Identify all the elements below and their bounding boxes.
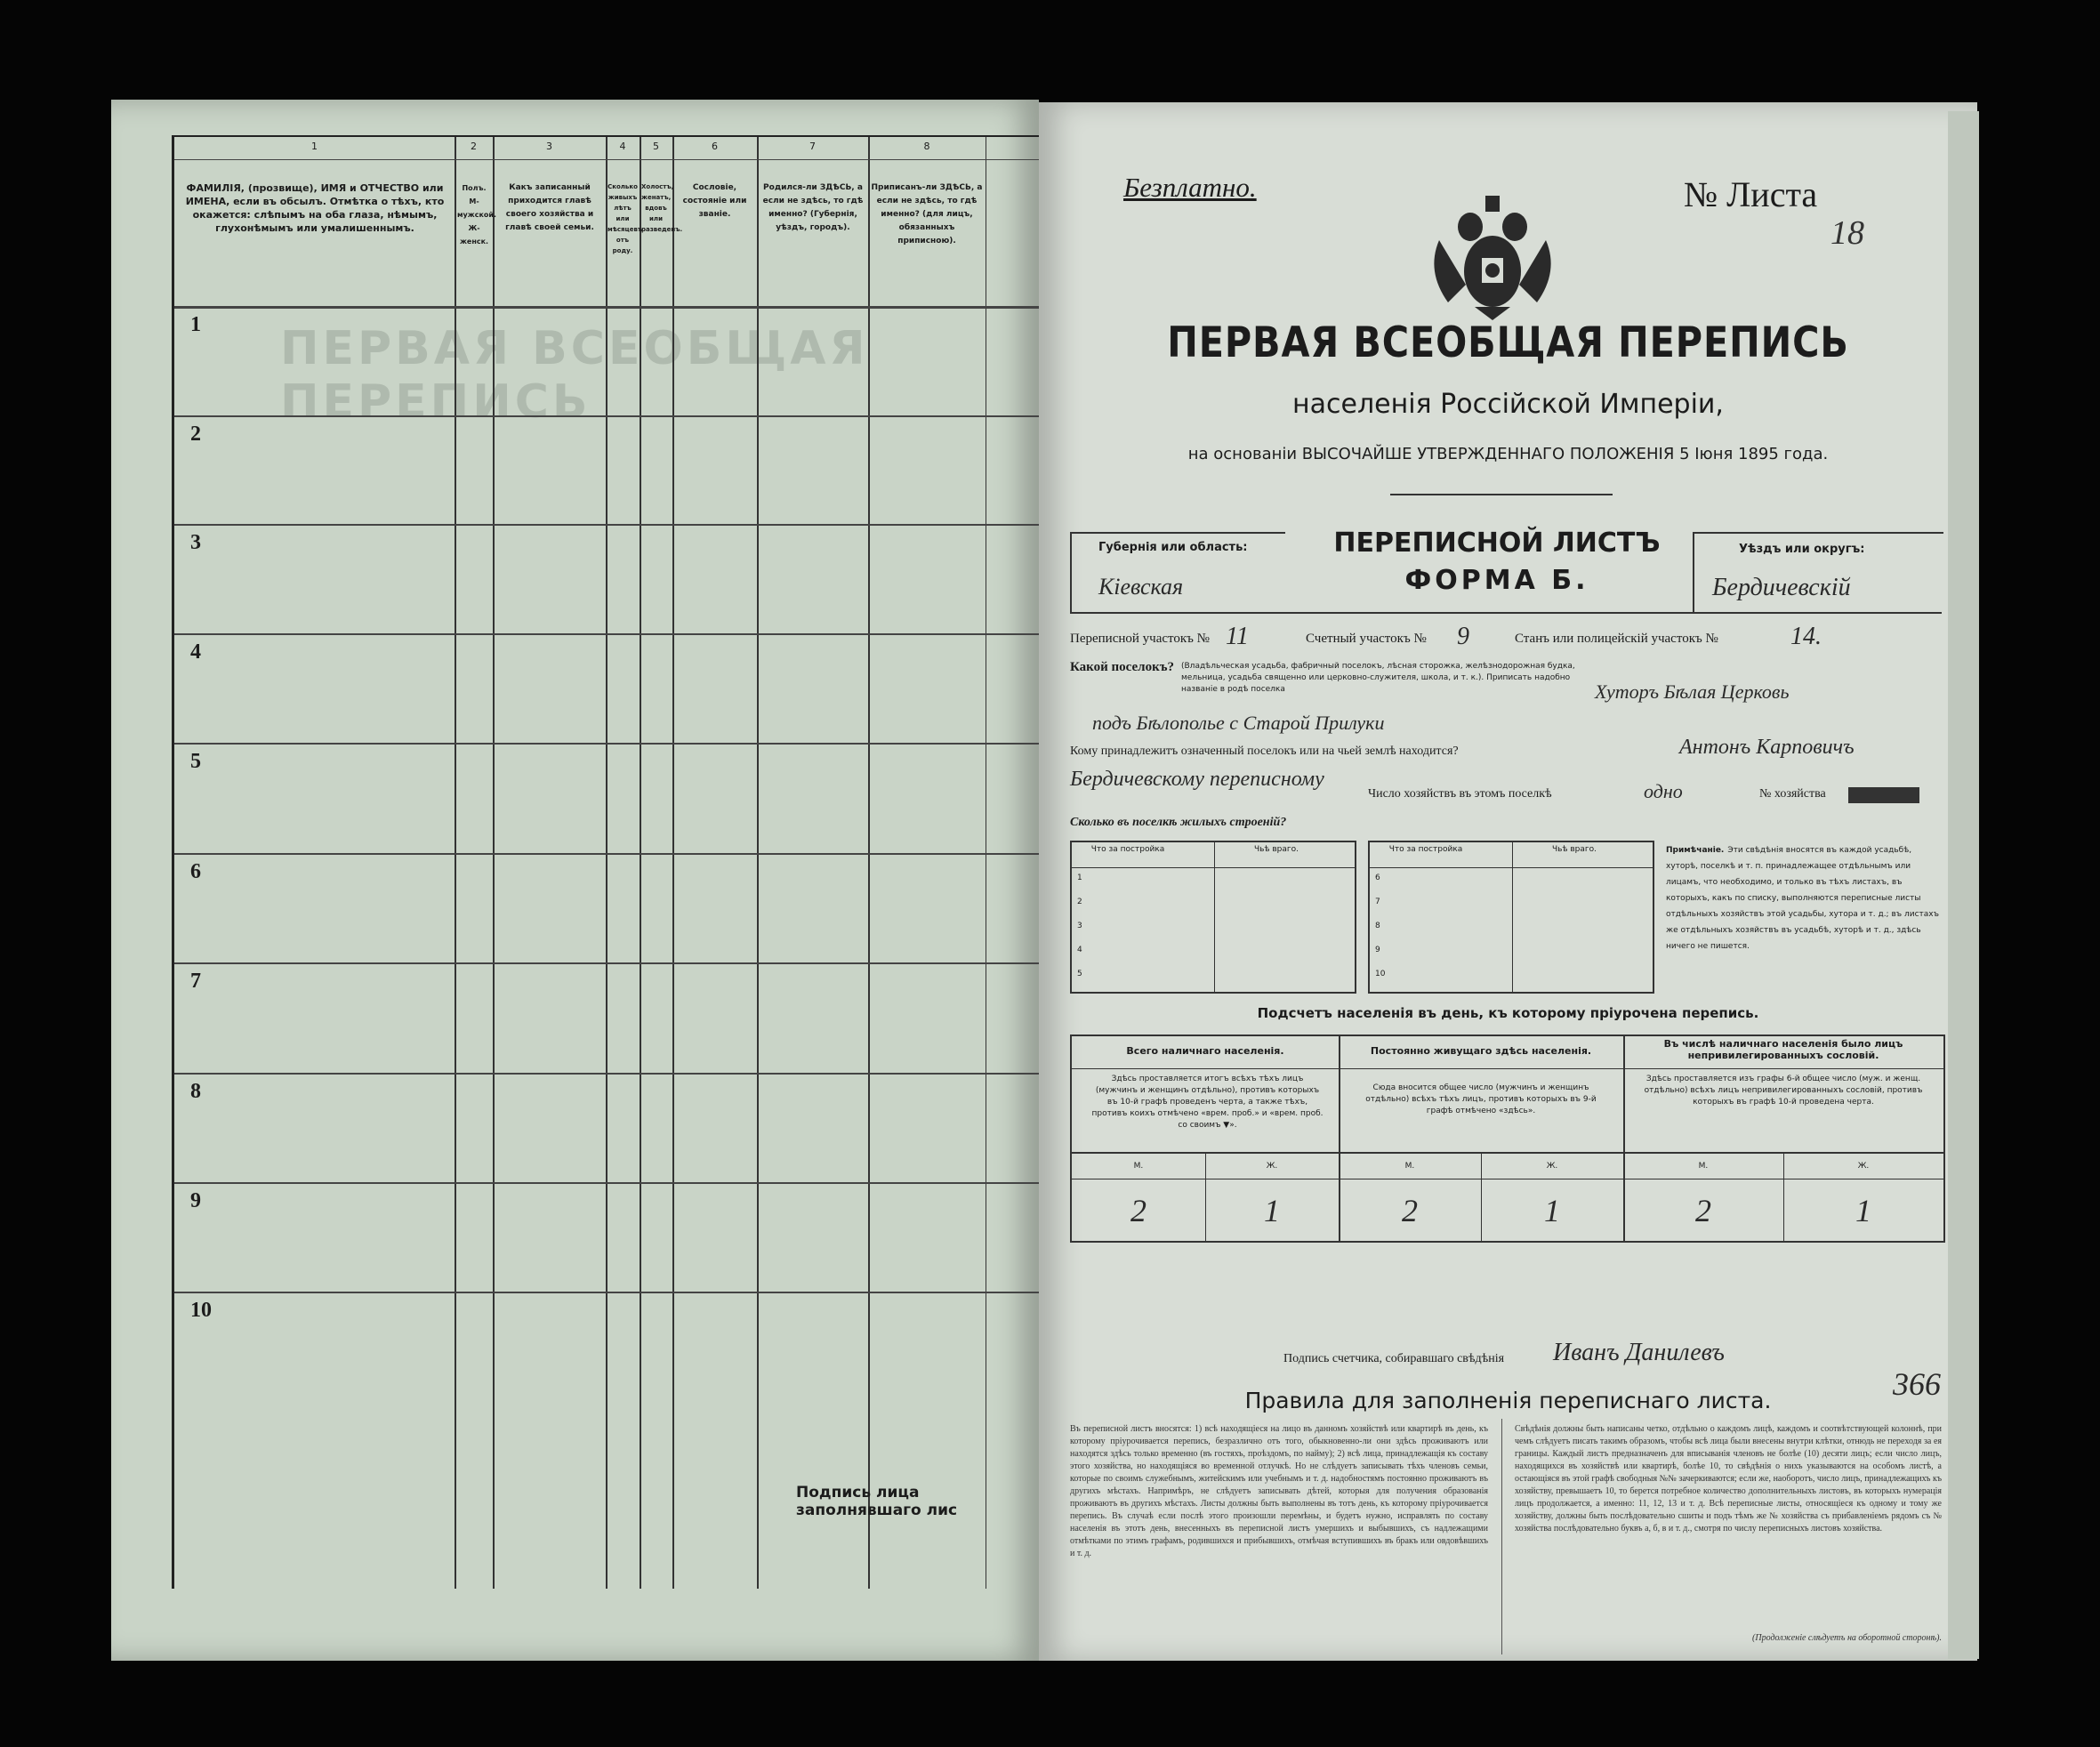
- form-title: ПЕРЕПИСНОЙ ЛИСТЪ: [1333, 527, 1661, 559]
- summary-value: 1: [1264, 1193, 1280, 1228]
- header-estate: Сословіе, состояніе или званіе.: [682, 183, 747, 219]
- rules-right-column: Свѣдѣнія должны быть написаны четко, отдѣльно о каждомъ лицѣ, каждомъ и соотвѣтствующей колоннѣ, при чемъ слѣдуетъ писать такимъ образомъ, чтобы всѣ лица были внесены внутри клѣтки, отнюдь не переходя за ея границы. Каждый листъ предназначенъ для вписыванія членовъ не болѣе (10) десяти лицъ; если число лицъ, находящихся въ хозяйствѣ или квартирѣ, болѣе 10, то свѣдѣнія о нихъ указываются на особомъ листѣ, а остающіяся въ этой графѣ свободныя №№ зачеркиваются; если же, наоборотъ, число лицъ, принадлежащихъ къ хозяйству, превышаетъ 10, то берется потребное количество дополнительныхъ листовъ, въ которыхъ нумерація лицъ продолжается, а именно: 11, 12, 13 и т. д. Всѣ переписные листы, относящіеся къ одному и тому же хозяйству, должны быть послѣдовательно сшиты и подъ тѣмъ же № хозяйства съ прибавленіемъ рядомъ съ № хозяйства послѣдовательно буквъ а, б, в и т. д., смотря по числу переписныхъ листовъ хозяйства.: [1515, 1424, 1942, 1534]
- row-number: 4: [190, 640, 201, 664]
- ghost-title: ПЕРВАЯ ВСЕОБЩАЯ ПЕРЕПИСЬ: [280, 322, 869, 429]
- province-value: Кіевская: [1098, 574, 1184, 600]
- sex-label: Ж.: [1857, 1162, 1870, 1171]
- owner-value-line-2: Бердичевскому переписному: [1070, 768, 1324, 791]
- form-letter: ФОРМА Б.: [1404, 565, 1589, 596]
- building-row: 3: [1077, 922, 1082, 930]
- column-number-1: 1: [311, 141, 318, 152]
- row-number: 6: [190, 860, 201, 883]
- header-age: Сколько живыхъ лѣтъ или мѣсяцевъ отъ роду.: [607, 183, 643, 254]
- rules-left-column: Въ переписной листъ вносятся: 1) всѣ находящіеся на лицо въ данномъ хозяйствѣ или квартирѣ въ день, къ которому пріурочивается перепись, безразлично отъ того, обыкновенно-ли они здѣсь проживаютъ или находятся здѣсь только временно (въ гостяхъ, проѣздомъ, по найму); 2) всѣ лица, принадлежащія къ составу этого хозяйства, но находящіяся во временной отлучкѣ. Но не слѣдуетъ записывать тѣхъ членовъ семьи, которые по своимъ служебнымъ, житейскимъ или учебнымъ и т. д. надобностямъ постоянно проживаютъ въ другихъ мѣстахъ. Напримѣръ, не слѣдуетъ записывать дѣтей, которыя для получения образованія проживаютъ въ другихъ мѣстахъ. Листы должны быть выполнены въ тотъ день, къ которому пріурочивается перепись. Въ случаѣ если послѣ этого произошли перемѣны, и будетъ нужно, исправлять по составу населенія въ этотъ день, внесенныхъ въ переписной листъ умершихъ и выбывшихъ, съ надлежащими отмѣтками по этимъ графамъ, родившихся и прибывшихъ, отмѣчая вступившихъ въ бракъ или овдовѣвшихъ и т. д.: [1070, 1424, 1488, 1558]
- summary-header-permanent: Постоянно живущаго здѣсь населенія.: [1370, 1045, 1592, 1057]
- building-row: 10: [1375, 970, 1386, 978]
- double-headed-eagle-icon: [1421, 187, 1564, 320]
- signature-label: Подпись лица заполнявшаго лис: [796, 1484, 958, 1519]
- row-number: 5: [190, 750, 201, 773]
- sex-label: М.: [1698, 1162, 1709, 1171]
- document-title: ПЕРВАЯ ВСЕОБЩАЯ ПЕРЕПИСЬ: [1167, 318, 1849, 367]
- buildings-label: Сколько въ поселкѣ жилыхъ строеній?: [1070, 816, 1287, 829]
- building-row: 5: [1077, 970, 1082, 978]
- rules-title: Правила для заполненія переписнаго листа.: [1244, 1388, 1772, 1413]
- household-members-table: [172, 135, 1042, 1589]
- census-area-value: 11: [1226, 623, 1249, 650]
- district-label: Уѣздъ или округъ:: [1739, 543, 1865, 556]
- note-text: Эти свѣдѣнія вносятся въ каждой усадьбѣ, хуторѣ, поселкѣ и т. п. принадлежащее отдѣльнымъ или лицамъ, что необходимо, и только въ тѣхъ листахъ, въ которыхъ, какъ по списку, выполняются переписные листы отдѣльныхъ хозяйствъ этой усадьбы, хутора и т. д.; въ листахъ же отдѣльныхъ хозяйствъ въ усадьбѣ, хуторѣ и т. д., здѣсь ничего не пишется.: [1666, 846, 1939, 951]
- summary-value: 2: [1695, 1193, 1711, 1228]
- owner-value-line-1: Антонъ Карповичъ: [1679, 736, 1855, 759]
- document-subtitle: населенія Россійской Имперіи,: [1292, 389, 1724, 420]
- building-header-what: Что за постройка: [1388, 845, 1463, 854]
- settlement-value-line-1: Хуторъ Бѣлая Церковь: [1595, 680, 1790, 703]
- sheet-number-handwritten: 18: [1830, 214, 1864, 252]
- building-row: 4: [1077, 946, 1082, 954]
- sex-label: М.: [1404, 1162, 1415, 1171]
- summary-value: 2: [1402, 1193, 1418, 1228]
- summary-header-nonprivileged: Въ числѣ наличнаго населенія было лицъ непривилегированныхъ сословій.: [1663, 1038, 1903, 1061]
- enumerator-label: Подпись счетчика, собиравшаго свѣдѣнія: [1283, 1352, 1505, 1365]
- households-value: одно: [1644, 780, 1683, 802]
- census-area-label: Переписной участокъ №: [1070, 632, 1210, 646]
- settlement-value-line-2: подъ Бѣлополье с Старой Прилуки: [1092, 712, 1385, 734]
- column-number-2: 2: [471, 141, 477, 152]
- counting-area-label: Счетный участокъ №: [1306, 632, 1427, 646]
- header-birthplace: Родился-ли ЗДѢСЬ, а если не здѣсь, то гдѣ именно? (Губернія, уѣздъ, городъ).: [762, 183, 864, 232]
- summary-note-permanent: Сюда вносится общее число (мужчинъ и женщинъ отдѣльно) всѣхъ тѣхъ лицъ, противъ которыхъ въ 9-й графѣ отмѣчено «здѣсь».: [1365, 1083, 1597, 1115]
- summary-title: Подсчетъ населенія въ день, къ которому пріурочена перепись.: [1257, 1005, 1759, 1021]
- building-row: 7: [1375, 898, 1380, 906]
- building-row: 2: [1077, 898, 1082, 906]
- column-number-6: 6: [712, 141, 718, 152]
- row-number: 3: [190, 531, 201, 554]
- row-number: 9: [190, 1189, 201, 1212]
- settlement-label: Какой поселокъ?: [1070, 660, 1174, 674]
- row-number: 7: [190, 970, 201, 993]
- column-number-3: 3: [546, 141, 552, 152]
- row-number: 1: [190, 313, 201, 336]
- header-relation: Какъ записанный приходится главѣ своего хозяйства и главѣ своей семьи.: [505, 183, 594, 232]
- building-row: 6: [1375, 874, 1380, 882]
- sex-label: Ж.: [1266, 1162, 1278, 1171]
- right-page: [1039, 102, 1977, 1661]
- province-box: [1070, 532, 1285, 614]
- households-label: Число хозяйствъ въ этомъ поселкѣ: [1368, 787, 1552, 801]
- district-value: Бердичевскій: [1712, 574, 1851, 601]
- column-number-7: 7: [809, 141, 816, 152]
- column-number-4: 4: [619, 141, 626, 152]
- buildings-table-right: [1368, 841, 1654, 994]
- rules-continued: (Продолженіе слѣдуетъ на оборотной сторонѣ).: [1752, 1633, 1942, 1643]
- building-header-whose: Чьѣ враго.: [1253, 845, 1299, 854]
- note-title: Примѣчаніе.: [1666, 846, 1725, 855]
- free-label: Безплатно.: [1123, 172, 1257, 203]
- column-number-5: 5: [653, 141, 659, 152]
- summary-note-total: Здѣсь проставляется итогъ всѣхъ тѣхъ лицъ (мужчинъ и женщинъ отдѣльно), противъ которыхъ въ 10-й графѣ проведенъ черта, а также тѣхъ, противъ коихъ отмѣчено «врем. проб.» и «врем. проб. со своимъ ▼».: [1091, 1075, 1324, 1130]
- legal-basis: на основаніи ВЫСОЧАЙШЕ УТВЕРЖДЕННАГО ПОЛОЖЕНІЯ 5 Іюня 1895 года.: [1187, 445, 1829, 463]
- province-label: Губернія или область:: [1098, 541, 1248, 554]
- header-marital: Холостъ, женатъ, вдовъ или разведенъ.: [641, 183, 683, 233]
- summary-note-nonprivileged: Здѣсь проставляется изъ графы 6-й общее число (муж. и женщ. отдѣльно) всѣхъ лицъ непривилегированныхъ сословій, противъ которыхъ въ графѣ 10-й проведена черта.: [1644, 1075, 1923, 1107]
- building-row: 8: [1375, 922, 1380, 930]
- building-header-what: Что за постройка: [1090, 845, 1165, 854]
- summary-header-total: Всего наличнаго населенія.: [1126, 1045, 1284, 1057]
- row-number: 8: [190, 1080, 201, 1103]
- household-number-box: [1848, 787, 1919, 803]
- page-edge: [1948, 111, 1979, 1659]
- sex-label: Ж.: [1546, 1162, 1558, 1171]
- left-page: [111, 100, 1039, 1661]
- row-number: 10: [190, 1299, 212, 1322]
- police-area-value: 14.: [1790, 623, 1822, 650]
- sex-label: М.: [1133, 1162, 1144, 1171]
- population-summary-table: [1070, 1035, 1945, 1243]
- buildings-table-left: [1070, 841, 1356, 994]
- header-sex: Полъ. М-мужской. Ж-женск.: [457, 184, 497, 246]
- header-name: ФАМИЛІЯ, (прозвище), ИМЯ и ОТЧЕСТВО или ИМЕНА, если въ обсылъ. Отмѣтка о тѣхъ, кто окажется: слѣпымъ на оба глаза, нѣмымъ, глухонѣмымъ или умалишеннымъ.: [185, 182, 445, 234]
- counting-area-value: 9: [1457, 623, 1469, 650]
- column-number-8: 8: [923, 141, 930, 152]
- sheet-number-label: № Листа: [1684, 174, 1818, 214]
- district-box: [1693, 532, 1943, 614]
- enumerator-signature: Иванъ Данилевъ: [1553, 1339, 1725, 1366]
- buildings-note: [1666, 841, 1942, 990]
- building-row: 1: [1077, 874, 1082, 882]
- household-number-label: № хозяйства: [1759, 787, 1826, 801]
- owner-label: Кому принадлежитъ означенный поселокъ или на чьей землѣ находится?: [1070, 745, 1459, 758]
- archive-mark: 366: [1893, 1366, 1941, 1402]
- summary-value: 1: [1544, 1193, 1560, 1228]
- settlement-note: (Владѣльческая усадьба, фабричный поселокъ, лѣсная сторожка, желѣзнодорожная будка, мельница, усадьба священно или церковно-служителя, школа, и т. к.). Приписать надобно названіе в родѣ поселка: [1181, 662, 1575, 694]
- building-header-whose: Чьѣ враго.: [1551, 845, 1597, 854]
- header-registered: Приписанъ-ли ЗДѢСЬ, а если не здѣсь, то гдѣ именно? (для лицъ, обязанныхъ приписною).: [871, 183, 983, 246]
- building-row: 9: [1375, 946, 1380, 954]
- row-number: 2: [190, 423, 201, 446]
- summary-value: 2: [1130, 1193, 1147, 1228]
- police-area-label: Станъ или полицейскій участокъ №: [1515, 632, 1718, 646]
- summary-value: 1: [1855, 1193, 1871, 1228]
